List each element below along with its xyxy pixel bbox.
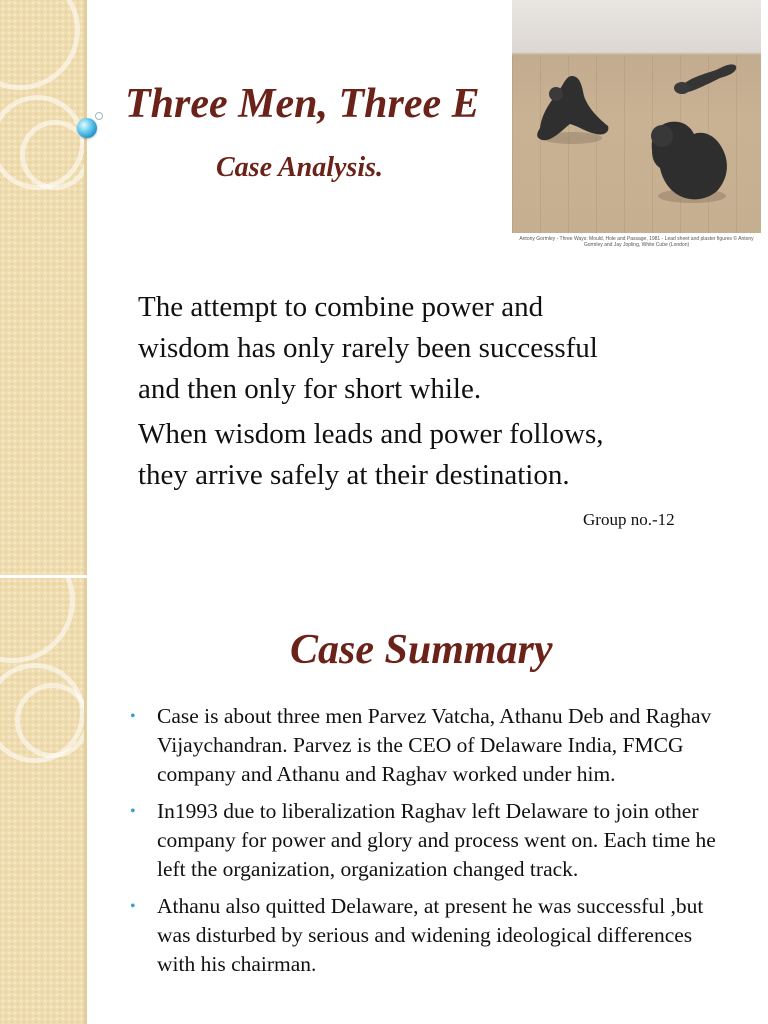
list-item: • In1993 due to liberalization Raghav left Delaware to join other company for power and glory and process went on. Each time he left the organization, organization changed track. [130, 797, 720, 884]
case-summary-slide [0, 578, 768, 1024]
bullet-list [130, 702, 720, 987]
quote-paragraph: When wisdom leads and power follows, they arrive safely at their destination. [138, 418, 604, 491]
list-item: • Case is about three men Parvez Vatcha, Athanu Deb and Raghav Vijaychandran. Parvez is the CEO of Delaware India, FMCG company and Athanu and Raghav worked under him. [130, 702, 720, 789]
quote-paragraph: The attempt to combine power and wisdom has only rarely been successful and then only for short while. [138, 291, 598, 405]
photo-caption: Antony Gormley - Three Ways: Mould, Hole and Passage, 1981 - Lead sheet and plaster figures © Antony Gormley and Jay Jopling, White Cube (London) [519, 236, 754, 248]
slide-title: Case Summary [290, 627, 553, 673]
slide-subtitle: Case Analysis. [216, 152, 383, 183]
quote-block [138, 287, 628, 500]
decorative-ring [0, 578, 75, 663]
small-ring-icon [95, 112, 103, 120]
sculpture-figures [512, 0, 761, 233]
sidebar-edge [84, 578, 87, 1024]
decorative-sidebar [0, 0, 84, 575]
blue-bead-icon [77, 118, 97, 138]
decorative-ring [15, 683, 90, 758]
group-label: Group no.-12 [583, 510, 675, 529]
decorative-sidebar [0, 578, 84, 1024]
list-item: • Athanu also quitted Delaware, at present he was successful ,but was disturbed by serious and widening ideological differences with his chairman. [130, 892, 720, 979]
decorative-ring [0, 0, 80, 90]
sidebar-edge [84, 0, 87, 575]
sculpture-photo [512, 0, 761, 233]
slide-title: Three Men, Three E [125, 81, 480, 127]
